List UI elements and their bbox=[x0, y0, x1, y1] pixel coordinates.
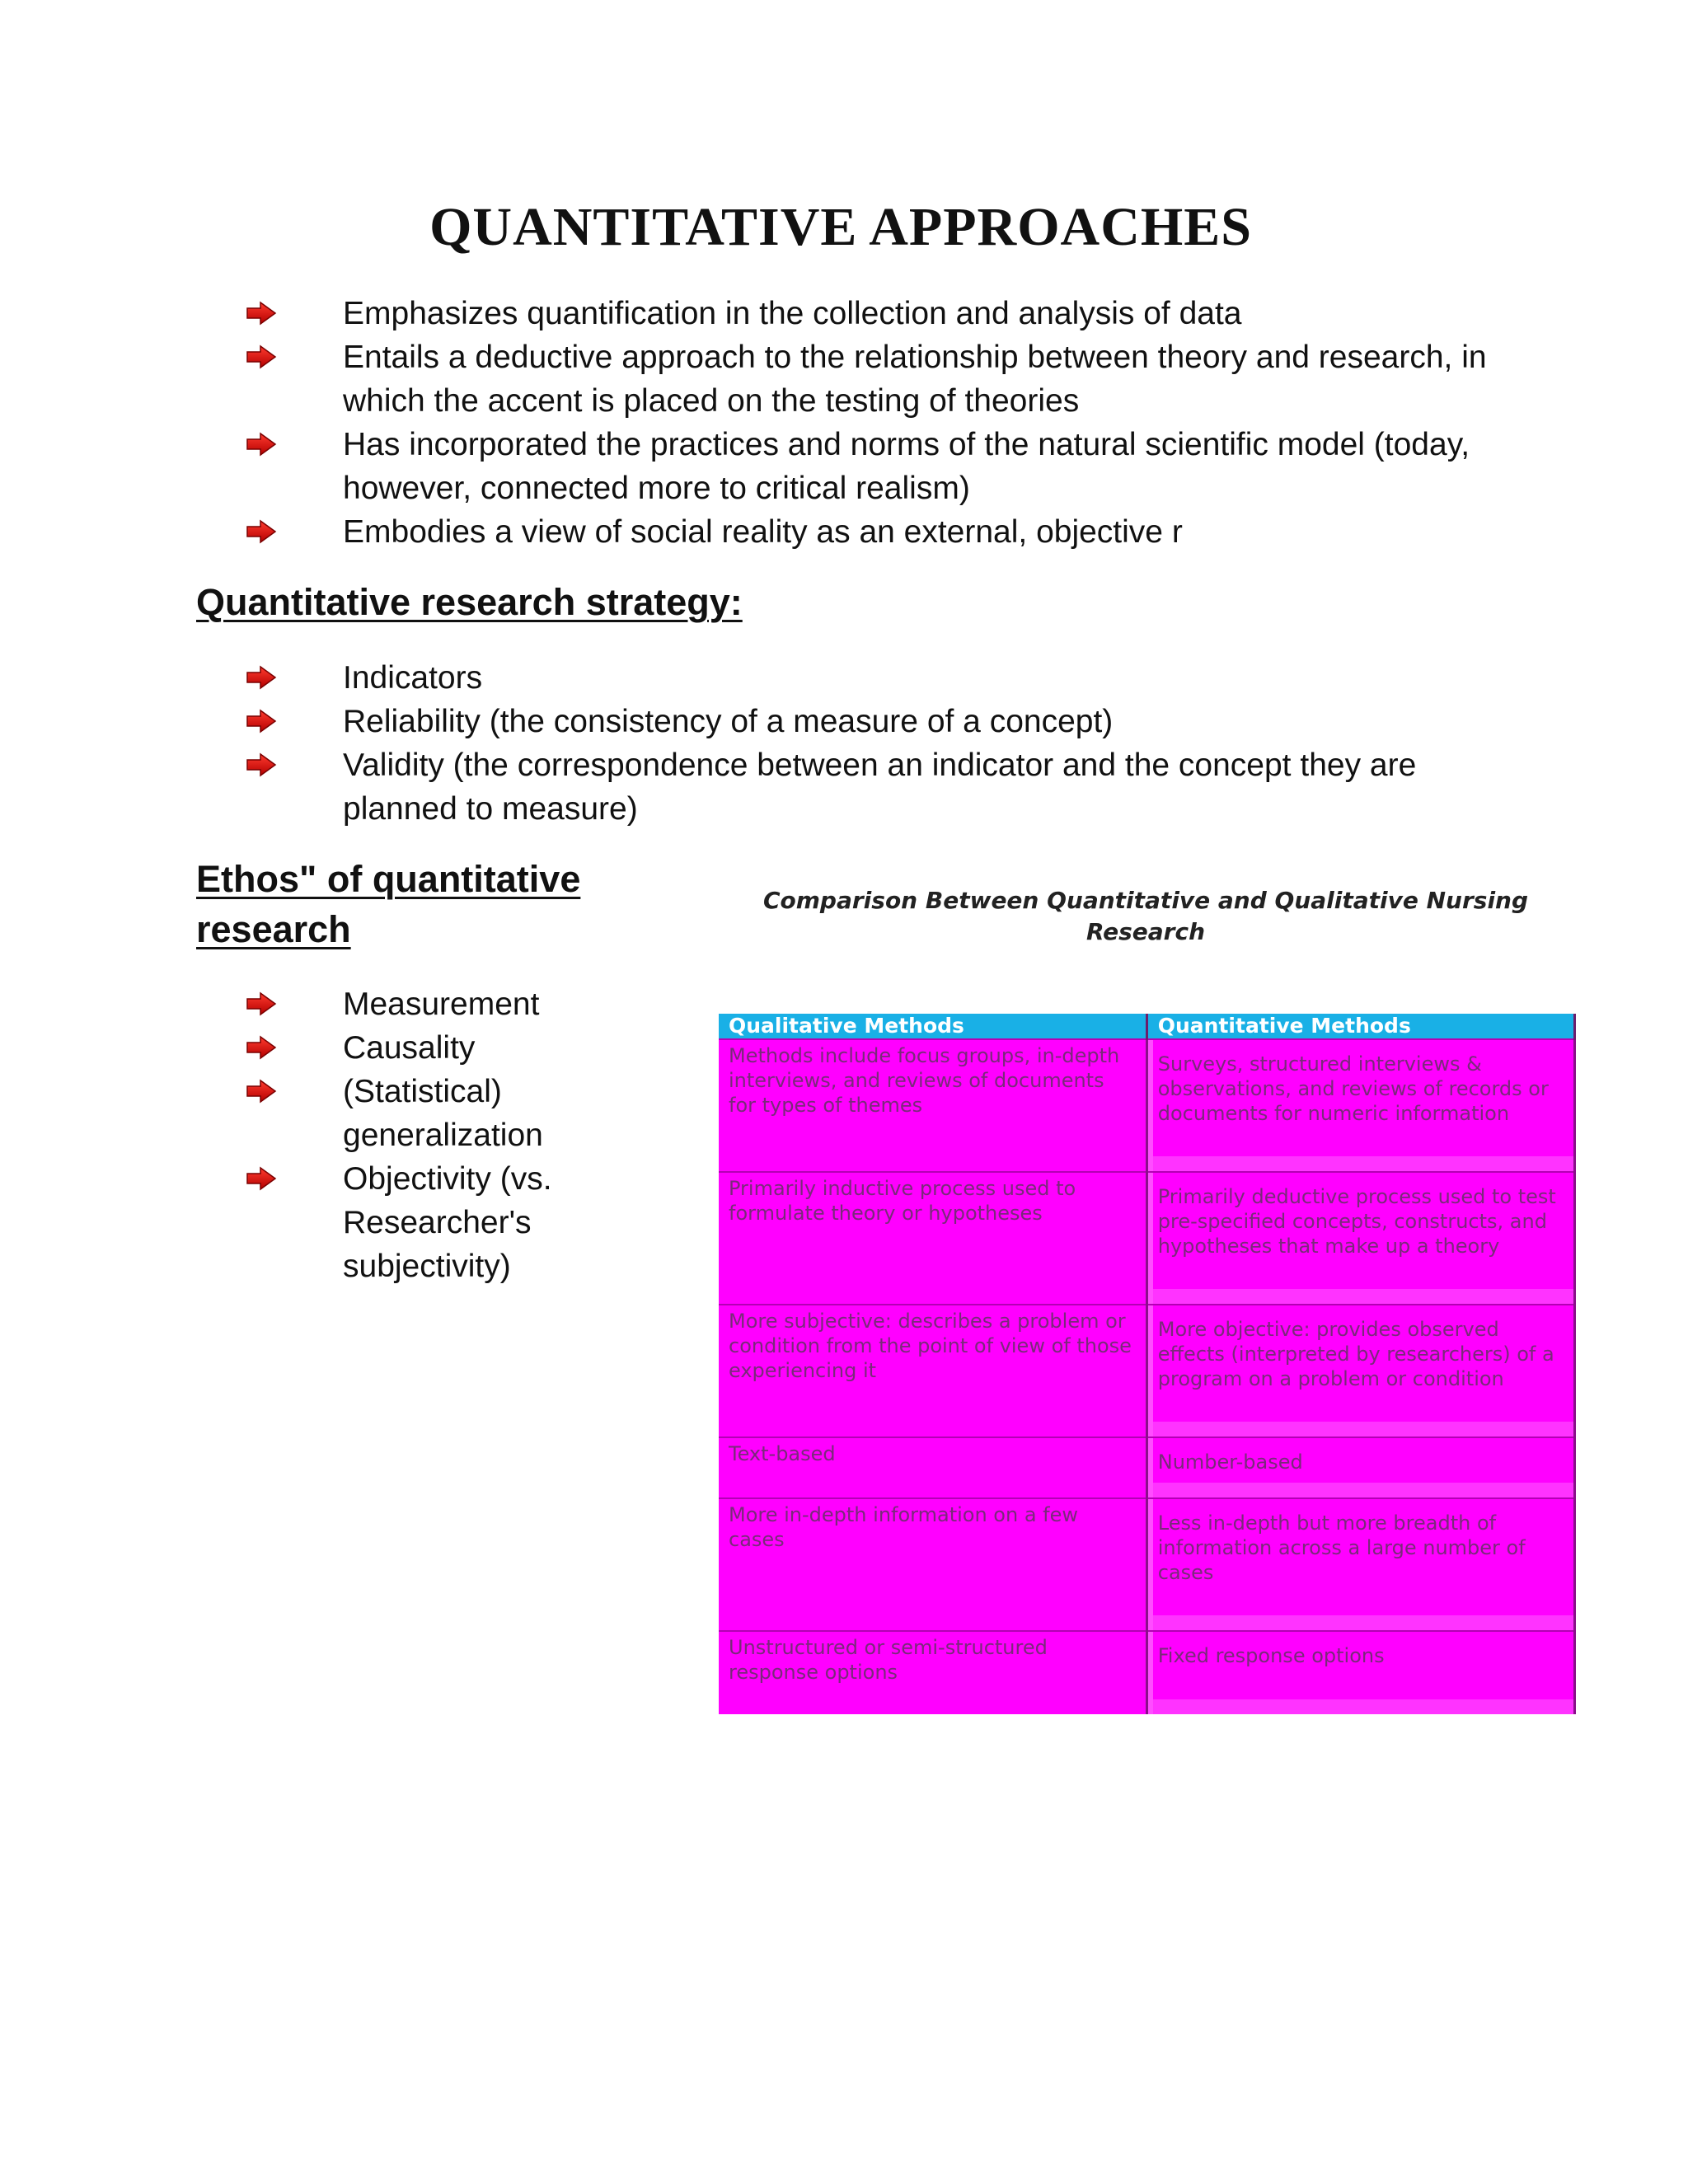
table-row bbox=[719, 1631, 1575, 1714]
ethos-bullet-list bbox=[246, 982, 707, 1288]
table-cell-quantitative: Primarily deductive process used to test pre-specified concepts, constructs, and hypotheses that make up a theory bbox=[1146, 1172, 1574, 1305]
table-cell-quantitative: Fixed response options bbox=[1146, 1631, 1574, 1714]
list-item bbox=[246, 656, 1498, 700]
list-item-text: Has incorporated the practices and norms of the natural scientific model (today, however, connected more to critical realism) bbox=[343, 427, 1470, 506]
list-item-text: Validity (the correspondence between an indicator and the concept they are planned to measure) bbox=[343, 748, 1417, 827]
comparison-table bbox=[719, 1014, 1576, 1714]
table-cell-qualitative: Unstructured or semi-structured response options bbox=[719, 1631, 1146, 1714]
table-cell-quantitative: Less in-depth but more breadth of information across a large number of cases bbox=[1146, 1498, 1574, 1631]
table-cell-qualitative: Primarily inductive process used to formulate theory or hypotheses bbox=[719, 1172, 1146, 1305]
table-row bbox=[719, 1039, 1575, 1172]
table-cell-qualitative: Text-based bbox=[719, 1437, 1146, 1497]
arrow-bullet-icon bbox=[246, 432, 277, 457]
strategy-heading: Quantitative research strategy: bbox=[196, 581, 743, 623]
table-row bbox=[719, 1172, 1575, 1305]
list-item bbox=[246, 1070, 707, 1157]
table-cell-qualitative: More subjective: describes a problem or condition from the point of view of those experiencing it bbox=[719, 1305, 1146, 1437]
table-row bbox=[719, 1305, 1575, 1437]
list-item bbox=[246, 510, 1498, 554]
table-header-row bbox=[719, 1014, 1575, 1039]
table-row bbox=[719, 1437, 1575, 1497]
list-item bbox=[246, 1026, 707, 1070]
arrow-bullet-icon bbox=[246, 665, 277, 690]
list-item bbox=[246, 1157, 707, 1288]
page-title: QUANTITATIVE APPROACHES bbox=[429, 197, 1252, 257]
table-cell-quantitative: More objective: provides observed effects (interpreted by researchers) of a program on a problem or condition bbox=[1146, 1305, 1574, 1437]
arrow-bullet-icon bbox=[246, 991, 277, 1016]
list-item bbox=[246, 423, 1498, 510]
strategy-bullet-list bbox=[246, 656, 1498, 831]
table-cell-quantitative: Number-based bbox=[1146, 1437, 1574, 1497]
ethos-heading: Ethos" of quantitative research bbox=[196, 858, 581, 950]
list-item-text: Measurement bbox=[343, 987, 540, 1022]
list-item-text: Reliability (the consistency of a measure of a concept) bbox=[343, 704, 1114, 739]
list-item bbox=[246, 292, 1498, 335]
list-item bbox=[246, 982, 707, 1026]
table-caption: Comparison Between Quantitative and Qualitative Nursing Research bbox=[762, 887, 1529, 945]
list-item-text: Entails a deductive approach to the relationship between theory and research, in which the accent is placed on the testing of theories bbox=[343, 340, 1487, 419]
list-item-text: Indicators bbox=[343, 660, 483, 696]
list-item bbox=[246, 743, 1498, 831]
arrow-bullet-icon bbox=[246, 519, 277, 544]
list-item bbox=[246, 700, 1498, 743]
column-header-qualitative: Qualitative Methods bbox=[719, 1014, 1146, 1039]
intro-bullet-list bbox=[246, 292, 1498, 554]
list-item-text: Embodies a view of social reality as an external, objective r bbox=[343, 514, 1183, 550]
arrow-bullet-icon bbox=[246, 301, 277, 326]
list-item bbox=[246, 335, 1498, 423]
arrow-bullet-icon bbox=[246, 752, 277, 777]
table-cell-quantitative: Surveys, structured interviews & observations, and reviews of records or documents for numeric information bbox=[1146, 1039, 1574, 1172]
list-item-text: Emphasizes quantification in the collection and analysis of data bbox=[343, 296, 1242, 331]
arrow-bullet-icon bbox=[246, 1035, 277, 1060]
list-item-text: Objectivity (vs. Researcher's subjectivity) bbox=[343, 1161, 552, 1284]
table-cell-qualitative: More in-depth information on a few cases bbox=[719, 1498, 1146, 1631]
table-row bbox=[719, 1498, 1575, 1631]
list-item-text: Causality bbox=[343, 1030, 476, 1066]
arrow-bullet-icon bbox=[246, 1166, 277, 1191]
arrow-bullet-icon bbox=[246, 344, 277, 369]
table-cell-qualitative: Methods include focus groups, in-depth interviews, and reviews of documents for types of themes bbox=[719, 1039, 1146, 1172]
list-item-text: (Statistical) generalization bbox=[343, 1074, 543, 1153]
arrow-bullet-icon bbox=[246, 709, 277, 733]
column-header-quantitative: Quantitative Methods bbox=[1146, 1014, 1574, 1039]
arrow-bullet-icon bbox=[246, 1079, 277, 1104]
